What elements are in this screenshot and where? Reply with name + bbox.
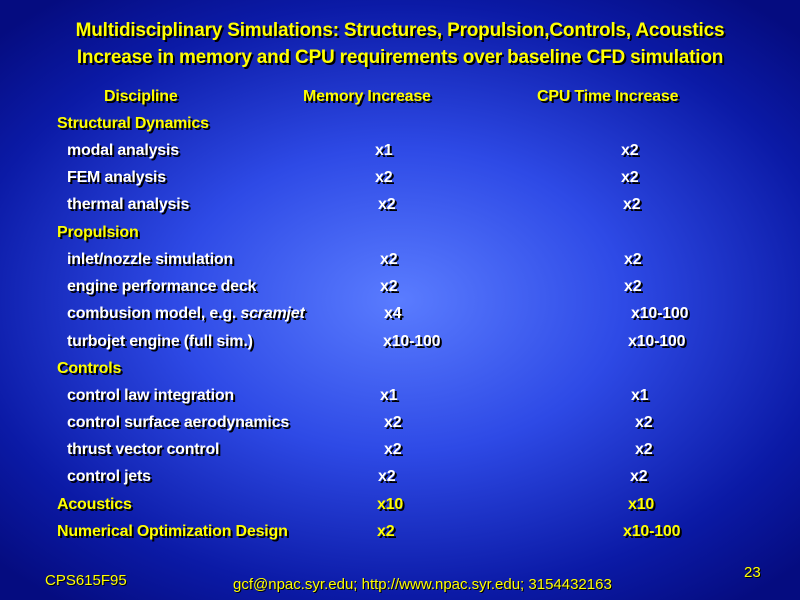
row-memory: x4	[384, 305, 402, 322]
row-memory: x2	[384, 441, 402, 458]
row-memory: x10-100	[383, 333, 441, 350]
row-cpu: x10	[628, 496, 655, 513]
category-propulsion: Propulsion	[57, 224, 139, 241]
row-cpu: x2	[635, 441, 653, 458]
footer-contact: gcf@npac.syr.edu; http://www.npac.syr.edu; 3154432163	[233, 576, 612, 593]
row-memory: x2	[377, 523, 395, 540]
row-cpu: x2	[624, 278, 642, 295]
row-cpu: x10-100	[623, 523, 681, 540]
row-label: engine performance deck	[67, 278, 257, 295]
row-label: modal analysis	[67, 142, 179, 159]
slide-title-line1: Multidisciplinary Simulations: Structures, Propulsion,Controls, Acoustics	[75, 20, 725, 41]
row-memory: x2	[378, 468, 396, 485]
row-memory: x2	[375, 169, 393, 186]
row-label: control law integration	[67, 387, 234, 404]
row-label: inlet/nozzle simulation	[67, 251, 234, 268]
header-cpu: CPU Time Increase	[537, 88, 679, 105]
row-cpu: x10-100	[631, 305, 689, 322]
row-cpu: x2	[621, 169, 639, 186]
row-label: control surface aerodynamics	[67, 414, 290, 431]
row-label: thermal analysis	[67, 196, 190, 213]
row-cpu: x1	[631, 387, 649, 404]
row-cpu: x2	[630, 468, 648, 485]
row-cpu: x2	[621, 142, 639, 159]
row-memory: x2	[384, 414, 402, 431]
row-label: FEM analysis	[67, 169, 166, 186]
row-memory: x2	[378, 196, 396, 213]
slide-title-line2: Increase in memory and CPU requirements over baseline CFD simulation	[76, 47, 724, 68]
row-memory: x1	[380, 387, 398, 404]
page-number: 23	[744, 564, 761, 581]
row-memory: x1	[375, 142, 393, 159]
footer-course-code: CPS615F95	[45, 572, 127, 589]
header-memory: Memory Increase	[303, 88, 431, 105]
row-label	[67, 305, 305, 323]
header-discipline: Discipline	[104, 88, 178, 105]
category-structural-dynamics: Structural Dynamics	[57, 115, 209, 132]
row-cpu: x10-100	[628, 333, 686, 350]
row-label-text: combusion model, e.g.	[67, 305, 241, 322]
row-label: control jets	[67, 468, 151, 485]
row-cpu: x2	[624, 251, 642, 268]
row-label: turbojet engine (full sim.)	[67, 333, 253, 350]
category-numerical-optimization: Numerical Optimization Design	[57, 523, 288, 540]
category-controls: Controls	[57, 360, 122, 377]
row-cpu: x2	[635, 414, 653, 431]
row-label-italic: scramjet	[240, 305, 305, 322]
category-acoustics: Acoustics	[57, 496, 132, 513]
row-cpu: x2	[623, 196, 641, 213]
row-memory: x2	[380, 278, 398, 295]
row-label: thrust vector control	[67, 441, 220, 458]
row-memory: x10	[377, 496, 404, 513]
row-memory: x2	[380, 251, 398, 268]
